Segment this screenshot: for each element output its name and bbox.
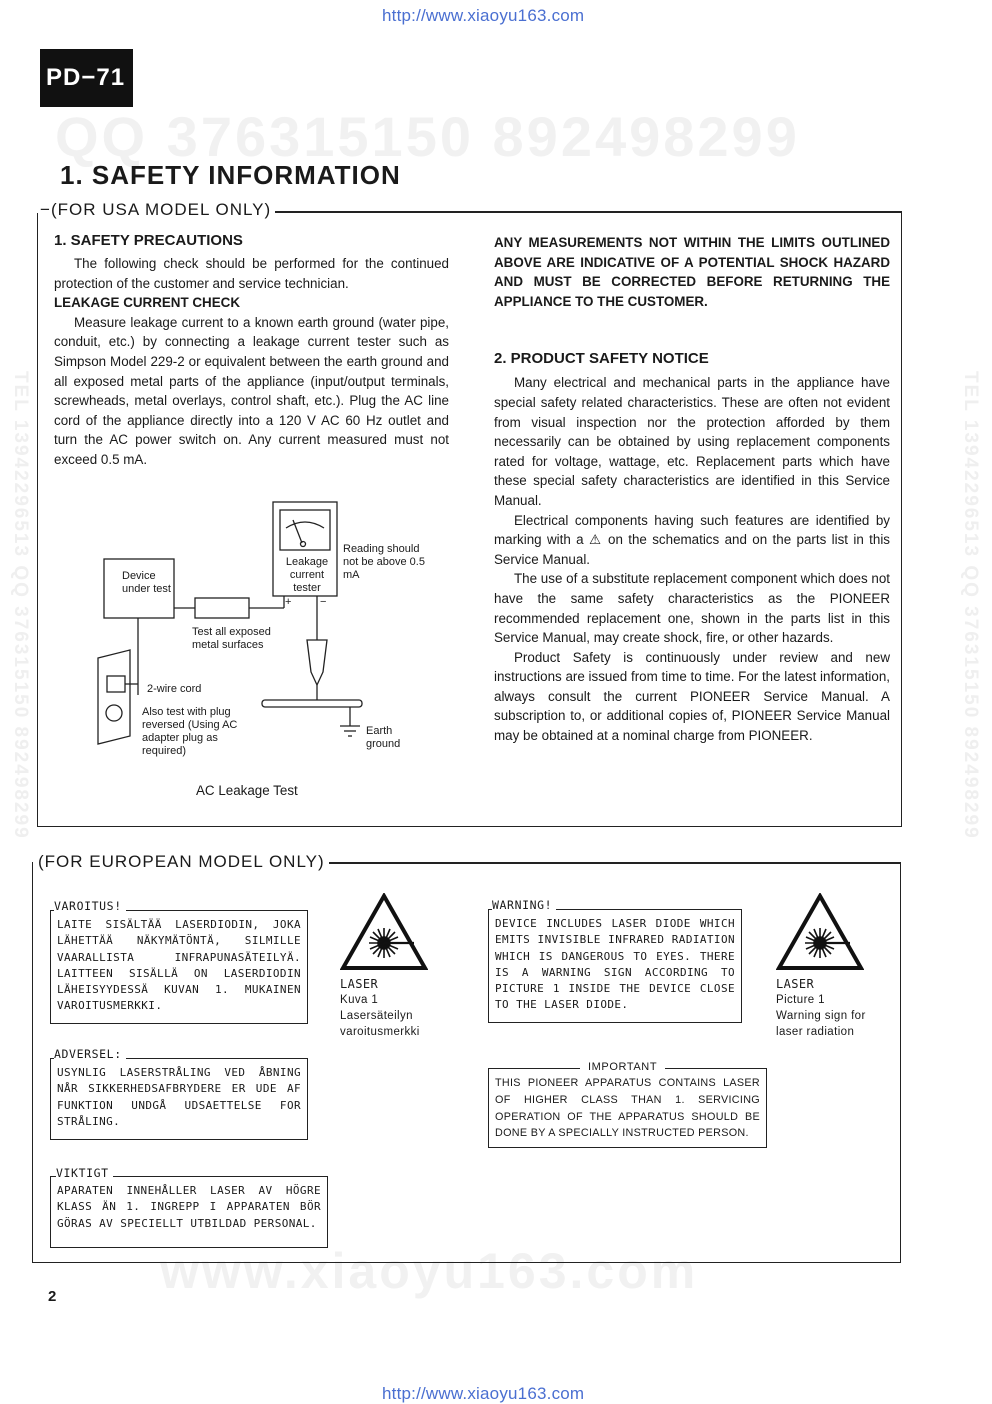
- watermark-right: TEL 13942296513 QQ 376315150 892498299: [960, 371, 981, 840]
- varoitus-box: LAITE SISÄLTÄÄ LASERDIODIN, JOKA LÄHETTÄÄ NÄKYMÄTÖNTÄ, SILMILLE VAARALLISTA INFRAPUNASÄTEILYÄ. LAITTEEN SISÄLLÄ ON LASERDIODIN LÄHEISYYDESSÄ KUVAN 1. MUKAINEN VAROITUSMERKKI.: [50, 910, 308, 1024]
- earth-label: Earth ground: [366, 725, 401, 750]
- notice-paragraph-2: Electrical components having such features are identified by marking with a ⚠ on the schematics and on the parts list in this Service Manual.: [494, 512, 890, 567]
- leakage-diagram: [90, 500, 460, 800]
- page-number: 2: [48, 1288, 57, 1305]
- leakage-text: Measure leakage current to a known earth ground (water pipe, conduit, etc.) by connecting a leakage current tester such as Simpson Model 229-2 or equivalent between the earth ground and all exposed metal parts of the appliance (input/output terminals, screwheads, metal overlays, control shaft, etc.). Plug the AC line cord of the appliance directly into a 120 V AC 60 Hz outlet and turn the AC power switch on. Any current measured must not exceed 0.5 mA.: [54, 314, 449, 467]
- adversel-box: USYNLIG LASERSTRÅLING VED ÅBNING NÅR SIKKERHEDSAFBRYDERE ER UDE AF FUNKTION UNDGÅ UDSAETTELSE FOR STRÅLING.: [50, 1058, 308, 1140]
- usa-top-rule: [260, 211, 902, 213]
- usa-section-label: −(FOR USA MODEL ONLY): [40, 200, 275, 220]
- header-url[interactable]: http://www.xiaoyu163.com: [382, 6, 585, 25]
- plus-sign: +: [285, 596, 292, 608]
- tester-label: Leakage current tester: [285, 556, 329, 594]
- notice-paragraph-1: Many electrical and mechanical parts in the appliance have special safety related characteristics. These are often not evident from visual inspection nor the protection afforded by them necessarily can be obtained by using replacement components rated for voltage, wattage, etc. Replacement parts which have these special safety characteristics are identified in this Service Manual.: [494, 375, 890, 508]
- laser-en-figure: Picture 1: [776, 994, 825, 1006]
- europe-top-rule: [320, 862, 900, 864]
- reading-label: Reading should not be above 0.5 mA: [343, 543, 425, 581]
- outlet-socket: [106, 705, 122, 721]
- cord-label: 2-wire cord: [147, 683, 202, 695]
- adversel-label: ADVERSEL:: [54, 1047, 126, 1061]
- important-box: THIS PIONEER APPARATUS CONTAINS LASER OF HIGHER CLASS THAN 1. SERVICING OPERATION OF THE APPARATUS SHOULD BE DONE BY A SPECIALLY INSTRUCTED PERSON.: [488, 1068, 767, 1148]
- footer-url[interactable]: http://www.xiaoyu163.com: [382, 1384, 585, 1403]
- notice-paragraph-3: The use of a substitute replacement component which does not have the same safety characteristics as the PIONEER recommended replacement one, shown in the parts list in this Service Manual, may create shock, fire, or other hazards.: [494, 571, 890, 646]
- safety-precautions-heading: 1. SAFETY PRECAUTIONS: [54, 232, 243, 249]
- watermark-top: QQ 376315150 892498299: [55, 105, 800, 168]
- precautions-text: The following check should be performed for the continued protection of the customer and service technician.: [54, 256, 449, 291]
- device-label: Device under test: [122, 570, 171, 595]
- important-label: IMPORTANT: [580, 1061, 665, 1073]
- laser-fi-desc-2: varoitusmerkki: [340, 1026, 420, 1038]
- laser-fi-figure: Kuva 1: [340, 994, 379, 1006]
- diagram-caption: AC Leakage Test: [196, 783, 298, 798]
- measurement-warning: ANY MEASUREMENTS NOT WITHIN THE LIMITS OUTLINED ABOVE ARE INDICATIVE OF A POTENTIAL SHOCK HAZARD AND MUST BE CORRECTED BEFORE RETURNING THE APPLIANCE TO THE CUSTOMER.: [494, 235, 890, 309]
- metal-label: Test all exposed metal surfaces: [192, 626, 271, 651]
- warning-label: WARNING!: [492, 898, 556, 912]
- laser-fi-desc-1: Lasersäteilyn: [340, 1010, 413, 1022]
- page-title: 1. SAFETY INFORMATION: [60, 160, 401, 190]
- model-tab: PD−71: [40, 49, 133, 107]
- watermark-left: TEL 13942296513 QQ 376315150 892498299: [10, 371, 31, 840]
- laser-en-desc-2: laser radiation: [776, 1026, 855, 1038]
- viktigt-label: VIKTIGT: [56, 1166, 113, 1180]
- watermark-bottom: www.xiaoyu163.com: [160, 1243, 699, 1299]
- laser-warning-icon: [340, 893, 428, 971]
- laser-warning-icon-en: [776, 893, 864, 971]
- laser-symbol-fi: [340, 893, 432, 1040]
- laser-en-title: LASER: [776, 977, 815, 991]
- probe: [307, 640, 327, 685]
- product-safety-heading: 2. PRODUCT SAFETY NOTICE: [494, 350, 709, 368]
- leakage-heading: LEAKAGE CURRENT CHECK: [54, 295, 240, 311]
- varoitus-label: VAROITUS!: [54, 899, 126, 913]
- warning-box: DEVICE INCLUDES LASER DIODE WHICH EMITS INVISIBLE INFRARED RADIATION WHICH IS DANGEROUS TO EYES. THERE IS A WARNING SIGN ACCORDING TO PICTURE 1 INSIDE THE DEVICE CLOSE TO THE LASER DIODE.: [488, 909, 742, 1023]
- laser-fi-title: LASER: [340, 977, 379, 991]
- usa-left-column: [54, 232, 449, 470]
- laser-en-desc-1: Warning sign for: [776, 1010, 866, 1022]
- europe-section-label: (FOR EUROPEAN MODEL ONLY): [38, 852, 329, 872]
- usa-right-column: [494, 233, 890, 746]
- viktigt-box: APARATEN INNEHÅLLER LASER AV HÖGRE KLASS ÄN 1. INGREPP I APPARATEN BÖR GÖRAS AV SPECIELLT UTBILDAD PERSONAL.: [50, 1176, 328, 1248]
- laser-symbol-en: [776, 893, 886, 1040]
- wall-outlet: [98, 650, 130, 744]
- plug-label: Also test with plug reversed (Using AC adapter plug as required): [142, 706, 238, 757]
- minus-sign: −: [320, 596, 327, 608]
- notice-paragraph-4: Product Safety is continuously under review and new instructions are issued from time to time. For the latest information, always consult the current PIONEER Service Manual. A subscription to, or additional copies of, PIONEER Service Manual may be obtained at a nominal charge from PIONEER.: [494, 649, 890, 744]
